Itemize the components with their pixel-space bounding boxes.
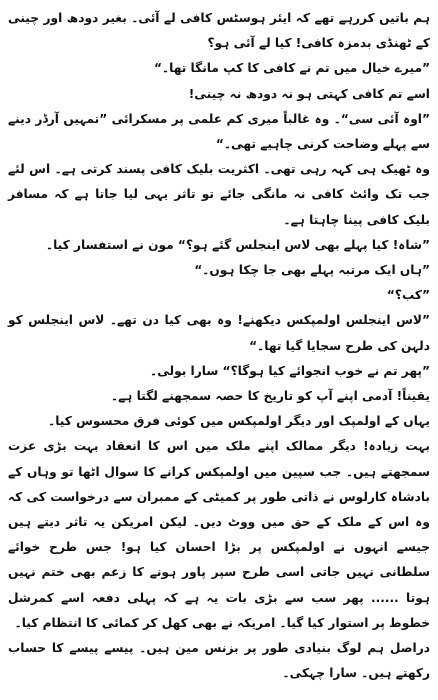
paragraph-closing: دراصل ہم لوگ بنیادی طور پر بزنس مین ہیں۔ پیسے پیسے کا حساب رکھتے ہیں۔ سارا چہکی۔	[8, 641, 430, 681]
paragraph-dialogue: ”شاہ! کیا پہلے بھی لاس اینجلس گئے ہو؟“ مون نے استفسار کیا۔	[45, 237, 430, 252]
paragraph-narration: وہ ٹھیک ہی کہہ رہی تھی۔ اکثریت بلیک کافی پسند کرتی ہے۔ اس لئے جب تک وائٹ کافی نہ مانگی جائے تو تاثر یہی لیا جاتا ہے کہ مسافر بلیک کافی پینا چاہتا ہے۔	[8, 162, 430, 227]
paragraph-dialogue: ”کب؟“	[386, 288, 430, 303]
paragraph-narration: یقیناً! آدمی اپنے آپ کو تاریخ کا حصہ سمجھنے لگتا ہے۔	[110, 389, 430, 404]
paragraph-long-answer: بہت زیادہ! دیگر ممالک اپنے ملک میں اس کا انعقاد بہت بڑی عزت سمجھتے ہیں۔ جب سپین میں اولمپکس کرانے کا سوال اٹھا تو وہاں کے بادشاہ کارلوس نے ذاتی طور پر کمیٹی کے ممبران سے درخواست کی کہ وہ اس کے ملک کے حق میں ووٹ دیں۔ لیکن امریکن یہ تاثر دیتے ہیں جیسے انہوں نے اولمپکس پر بڑا احسان کیا ہو! جس طرح خوائے سلطانی نہیں جاتی اسی طرح سپر پاور ہونے کا زعم بھی ختم نہیں ہوتا ...... پھر سب سے بڑی بات یہ ہے کہ پہلی دفعہ اسے کمرشل خطوط پر استوار کیا گیا۔ امریکہ نے بھی کھل کر کمائی کا انتظام کیا۔	[8, 439, 430, 630]
paragraph-dialogue: ”پھر تم نے خوب انجوائے کیا ہوگا؟“ سارا بولی۔	[150, 363, 430, 378]
paragraph-dialogue: ”ہاں ایک مرتبہ پہلے بھی جا چکا ہوں۔“	[194, 263, 430, 278]
paragraph-dialogue: ”اوہ آئی سی“۔ وہ غالباً میری کم علمی پر مسکرائی ”تمہیں آرڈر دینے سے پہلے وضاحت کرنی چاہیے تھی۔“	[8, 111, 430, 152]
paragraph-opening: ہم باتیں کررہے تھے کہ ایئر ہوسٹس کافی لے آئی۔ بغیر دودھ اور چینی کے ٹھنڈی بدمزہ کافی! کیا لے آئی ہو؟	[8, 11, 430, 51]
paragraph-narration: یہاں کے اولمپک اور دیگر اولمپکس میں کوئی فرق محسوس کیا۔	[48, 414, 430, 429]
paragraph-dialogue: اسے تم کافی کہتی ہو نہ دودھ نہ چینی!	[188, 86, 430, 101]
paragraph-dialogue: ”لاس اینجلس اولمپکس دیکھنے! وہ بھی کیا دن تھے۔ لاس اینجلس کو دلہن کی طرح سجایا گیا تھا۔“	[8, 313, 430, 353]
paragraph-dialogue: ”میرے خیال میں تم نے کافی کا کپ مانگا تھا۔“	[153, 61, 430, 76]
